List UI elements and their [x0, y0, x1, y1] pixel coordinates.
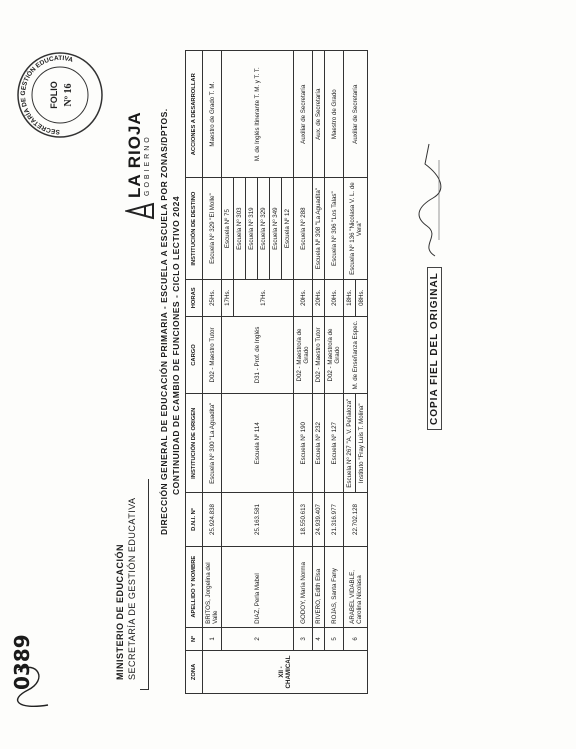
assignments-table — [185, 50, 368, 694]
row-action: M. de Inglés Itinerante T. M. y T. T. — [222, 51, 294, 178]
row-destination: Escuela Nº 349 — [270, 178, 282, 279]
signature — [415, 140, 445, 260]
row-origin: Instituto "Fray Luis T. Molina" — [356, 394, 368, 493]
row-cargo: M. de Enseñanza Espec. — [344, 316, 368, 393]
stamp-ring-text: SECRETARÍA DE GESTIÓN EDUCATIVA — [19, 54, 74, 136]
row-destination: Escuela Nº 306 "Los Talas" — [325, 178, 344, 279]
col-number: Nº — [186, 627, 203, 650]
row-action: Maestro de Grado — [325, 51, 344, 178]
row-name: ARABEL VIDABLE, Carolina Nicolasa — [344, 546, 368, 627]
row-number: 5 — [325, 627, 344, 650]
row-cargo: D02 - Maestro Tutor — [203, 316, 222, 393]
row-hours: 20Hs. — [325, 279, 344, 316]
table-header-row — [186, 51, 203, 694]
row-origin: Escuela Nº 232 — [313, 394, 325, 493]
row-name: GODOY, María Norma — [294, 546, 313, 627]
la-rioja-logo — [125, 100, 159, 220]
document-title: DIRECCIÓN GENERAL DE EDUCACIÓN PRIMARIA - ESCUELA A ESCUELA POR ZONAS/DPTOS. — [159, 108, 169, 535]
row-dni: 18.550.613 — [294, 493, 313, 546]
row-destination: Escuela Nº 75 — [222, 178, 234, 279]
stamp-folio-number: Nº 16 — [63, 83, 74, 107]
row-destination: Escuela Nº 136 "Nicolasa V. L. de Vera" — [344, 178, 368, 279]
row-origin: Escuela Nº 127 — [325, 394, 344, 493]
row-number: 3 — [294, 627, 313, 650]
row-destination: Escuela Nº 288 — [294, 178, 313, 279]
row-origin: Escuela Nº 267 "A. V. Peñaloza" — [344, 394, 356, 493]
table-row — [325, 51, 344, 694]
col-zona: ZONA — [186, 650, 203, 693]
table-row — [344, 51, 356, 694]
row-hours: 25Hs. — [203, 279, 222, 316]
row-destination: Escuela Nº 303 — [234, 178, 246, 279]
ministry-heading: MINISTERIO DE EDUCACIÓN — [115, 543, 125, 680]
row-hours: 17Hs. — [234, 279, 294, 316]
row-dni: 22.702.128 — [344, 493, 368, 546]
row-action: Aux. de Secretaría — [313, 51, 325, 178]
row-name: BRITOS, Jorgelina del Valle — [203, 546, 222, 627]
copy-stamp: COPIA FIEL DEL ORIGINAL — [427, 267, 442, 430]
row-action: Auxiliar de Secretaría — [344, 51, 368, 178]
logo-sub: GOBIERNO — [144, 134, 151, 196]
row-destination: Escuela Nº 308 "La Aguadita" — [313, 178, 325, 279]
row-number: 4 — [313, 627, 325, 650]
row-action: Maestro de Grado T. M. — [203, 51, 222, 178]
row-name: DIAZ, Perla Mabel — [222, 546, 294, 627]
zona-cell: XII - CHAMICAL — [203, 650, 368, 693]
row-dni: 21.316.977 — [325, 493, 344, 546]
row-hours: 20Hs. — [294, 279, 313, 316]
row-cargo: D02 - Maestro Tutor — [313, 316, 325, 393]
col-dni: D.N.I. Nº — [186, 493, 203, 546]
row-destination: Escuela Nº 12 — [282, 178, 294, 279]
document-subtitle: CONTINUIDAD DE CAMBIO DE FUNCIONES - CICLO LECTIVO 2024 — [171, 195, 181, 495]
table-row — [313, 51, 325, 694]
table-row — [294, 51, 313, 694]
row-hours: 08Hs. — [356, 279, 368, 316]
row-hours: 17Hs. — [222, 279, 234, 316]
logo-word: LA RIOJA — [125, 111, 144, 198]
row-dni: 25.163.581 — [222, 493, 294, 546]
col-cargo: CARGO — [186, 316, 203, 393]
serial-number: 0389 — [10, 634, 34, 690]
la-rioja-logo-icon — [125, 202, 155, 220]
row-name: RIVERO, Edith Elsa — [313, 546, 325, 627]
row-destination: Escuela Nº 329 — [258, 178, 270, 279]
row-cargo: D02 - Maestro/a de Grado — [294, 316, 313, 393]
row-hours: 20Hs. — [313, 279, 325, 316]
col-origin: INSTITUCIÓN DE ORIGEN — [186, 394, 203, 493]
row-dni: 25.924.838 — [203, 493, 222, 546]
row-number: 6 — [344, 627, 368, 650]
col-actions: ACCIONES A DESARROLLAR — [186, 51, 203, 178]
header-rule — [140, 479, 149, 690]
row-origin: Escuela Nº 300 "La Aguadita" — [203, 394, 222, 493]
stamp-folio-label: FOLIO — [49, 81, 59, 109]
row-hours: 18Hs. — [344, 279, 356, 316]
row-dni: 24.939.407 — [313, 493, 325, 546]
row-origin: Escuela Nº 190 — [294, 394, 313, 493]
row-action: Auxiliar de Secretaría — [294, 51, 313, 178]
row-cargo: D31 - Prof. de Inglés — [222, 316, 294, 393]
row-destination: Escuela Nº 319 — [246, 178, 258, 279]
folio-stamp — [15, 50, 105, 140]
col-name: APELLIDO Y NOMBRE — [186, 546, 203, 627]
row-destination: Escuela Nº 329 "El Molle" — [203, 178, 222, 279]
row-origin: Escuela Nº 114 — [222, 394, 294, 493]
row-name: ROJAS, Santa Fany — [325, 546, 344, 627]
table-row — [203, 51, 222, 694]
col-hours: HORAS — [186, 279, 203, 316]
secretaria-heading: SECRETARÍA DE GESTIÓN EDUCATIVA — [127, 497, 137, 680]
table-row — [222, 51, 234, 694]
row-cargo: D02 - Maestro/a de Grado — [325, 316, 344, 393]
row-number: 1 — [203, 627, 222, 650]
row-number: 2 — [222, 627, 294, 650]
col-destination: INSTITUCIÓN DE DESTINO — [186, 178, 203, 279]
